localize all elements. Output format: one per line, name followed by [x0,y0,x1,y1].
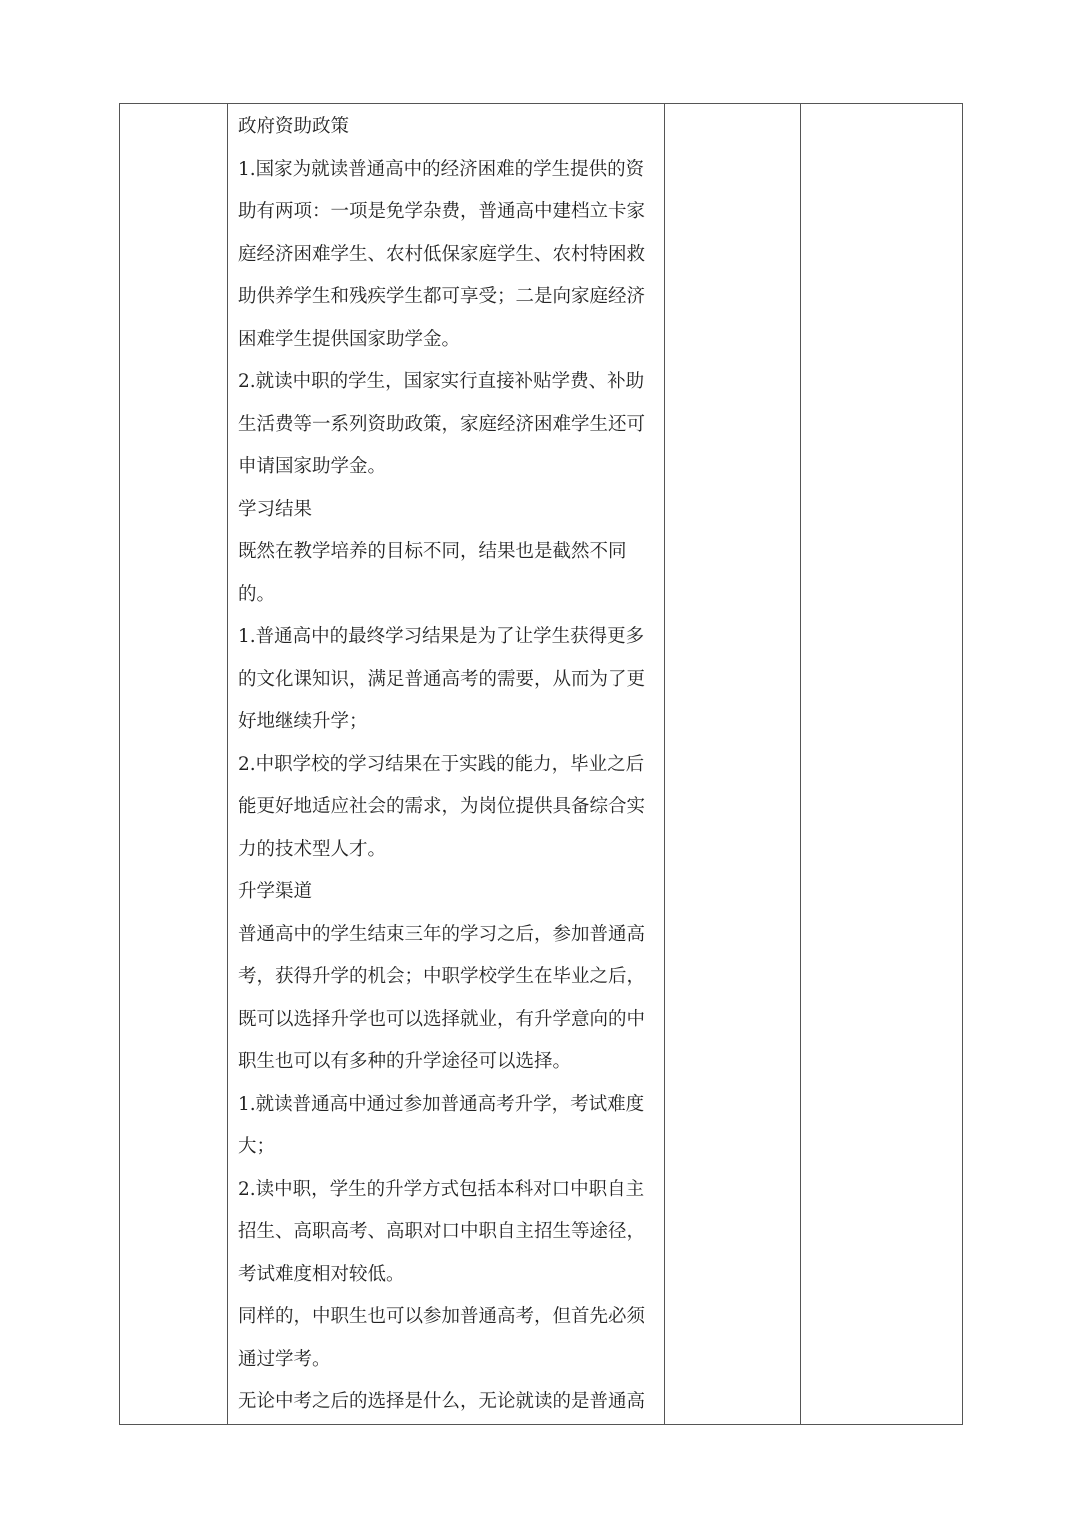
text-line: 好地继续升学； [238,711,368,732]
text-line: 1.普通高中的最终学习结果是为了让学生获得更多 [238,626,645,647]
text-line: 既可以选择升学也可以选择就业，有升学意向的中 [238,1008,646,1030]
text-line: 既然在教学培养的目标不同，结果也是截然不同 [238,541,627,562]
text-line: 庭经济困难学生、农村低保家庭学生、农村特困救 [238,243,646,265]
text-line: 1.就读普通高中通过参加普通高考升学，考试难度 [238,1093,645,1115]
text-line: 力的技术型人才。 [238,838,387,860]
text-line: 助有两项：一项是免学杂费，普通高中建档立卡家 [238,201,646,222]
right-empty-cell-1 [665,104,801,1425]
text-line: 大； [238,1136,276,1157]
text-line: 1.国家为就读普通高中的经济困难的学生提供的资 [238,158,645,180]
content-cell [228,104,665,1425]
text-line: 的文化课知识，满足普通高考的需要，从而为了更 [238,668,646,690]
text-line: 同样的，中职生也可以参加普通高考，但首先必须 [238,1306,646,1327]
text-line: 招生、高职高考、高职对口中职自主招生等途径， [238,1221,646,1242]
text-line: 2.读中职，学生的升学方式包括本科对口中职自主 [238,1178,645,1200]
text-line: 困难学生提供国家助学金。 [238,328,461,350]
text-line: 无论中考之后的选择是什么，无论就读的是普通高 [238,1391,646,1412]
text-line: 职生也可以有多种的升学途径可以选择。 [238,1051,572,1072]
text-line: 申请国家助学金。 [238,456,387,477]
table-row [120,104,963,1425]
text-line: 生活费等一系列资助政策，家庭经济困难学生还可 [238,413,646,435]
text-line: 2.中职学校的学习结果在于实践的能力，毕业之后 [238,753,645,775]
content-text-block [238,104,656,1424]
section-heading-funding-policy: 政府资助政策 [238,116,350,137]
document-table [119,103,963,1425]
section-heading-advancement-channels: 升学渠道 [238,881,313,902]
text-line: 普通高中的学生结束三年的学习之后，参加普通高 [238,923,646,945]
section-heading-learning-outcomes: 学习结果 [238,498,313,520]
left-empty-cell [120,104,228,1425]
text-line: 考，获得升学的机会；中职学校学生在毕业之后， [238,966,646,987]
right-empty-cell-2 [801,104,963,1425]
text-line: 考试难度相对较低。 [238,1263,405,1285]
text-line: 通过学考。 [238,1348,331,1370]
text-line: 的。 [238,583,276,605]
text-line: 2.就读中职的学生，国家实行直接补贴学费、补助 [238,371,645,392]
text-line: 能更好地适应社会的需求，为岗位提供具备综合实 [238,796,646,817]
text-line: 助供养学生和残疾学生都可享受；二是向家庭经济 [238,286,646,307]
